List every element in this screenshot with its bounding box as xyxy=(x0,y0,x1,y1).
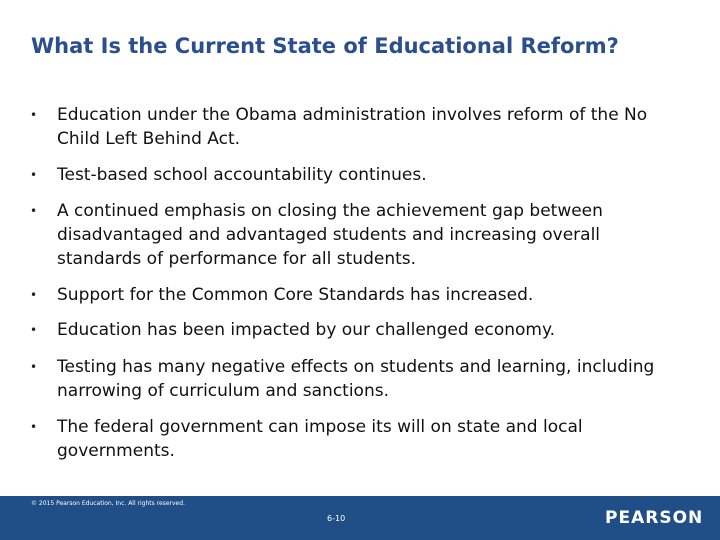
bullet-dot: • xyxy=(30,168,38,182)
bullet-dot: • xyxy=(30,360,38,374)
bullet-text: Support for the Common Core Standards has increased. xyxy=(57,285,534,305)
bullet-text: Education has been impacted by our challenged economy. xyxy=(57,320,556,340)
bullet-dot: • xyxy=(30,108,38,122)
footer-citation xyxy=(31,483,291,510)
bullet-dot: • xyxy=(30,204,38,218)
bullet-text: The federal government can impose its will on state and local governments. xyxy=(57,417,583,461)
bullet-item xyxy=(30,415,670,463)
bullet-item xyxy=(30,163,670,187)
bullet-dot: • xyxy=(30,288,38,302)
bullet-dot: • xyxy=(30,323,38,337)
book-title: The Call to Teach: An Introduction to Teaching xyxy=(31,485,216,494)
bullet-item xyxy=(30,355,670,403)
bullet-dot: • xyxy=(30,420,38,434)
page-number: 6-10 xyxy=(327,514,346,523)
slide-title: What Is the Current State of Educational Reform? xyxy=(31,34,619,58)
bullet-text: Education under the Obama administration involves reform of the No Child Left Behind Act. xyxy=(57,105,648,149)
copyright-notice: © 2015 Pearson Education, Inc. All rights reserved. xyxy=(31,500,185,507)
bullet-text: Test-based school accountability continues. xyxy=(57,165,427,185)
bullet-item xyxy=(30,283,670,307)
bullet-item xyxy=(30,103,670,151)
bullet-item xyxy=(30,318,670,342)
bullet-item xyxy=(30,199,670,271)
bullet-text: A continued emphasis on closing the achievement gap between disadvantaged and advantaged students and increasing overall standards of performance for all students. xyxy=(57,201,603,269)
pearson-logo: PEARSON xyxy=(605,508,704,528)
bullet-text: Testing has many negative effects on students and learning, including narrowing of curriculum and sanctions. xyxy=(57,357,655,401)
book-author: , Lynch xyxy=(215,485,244,494)
